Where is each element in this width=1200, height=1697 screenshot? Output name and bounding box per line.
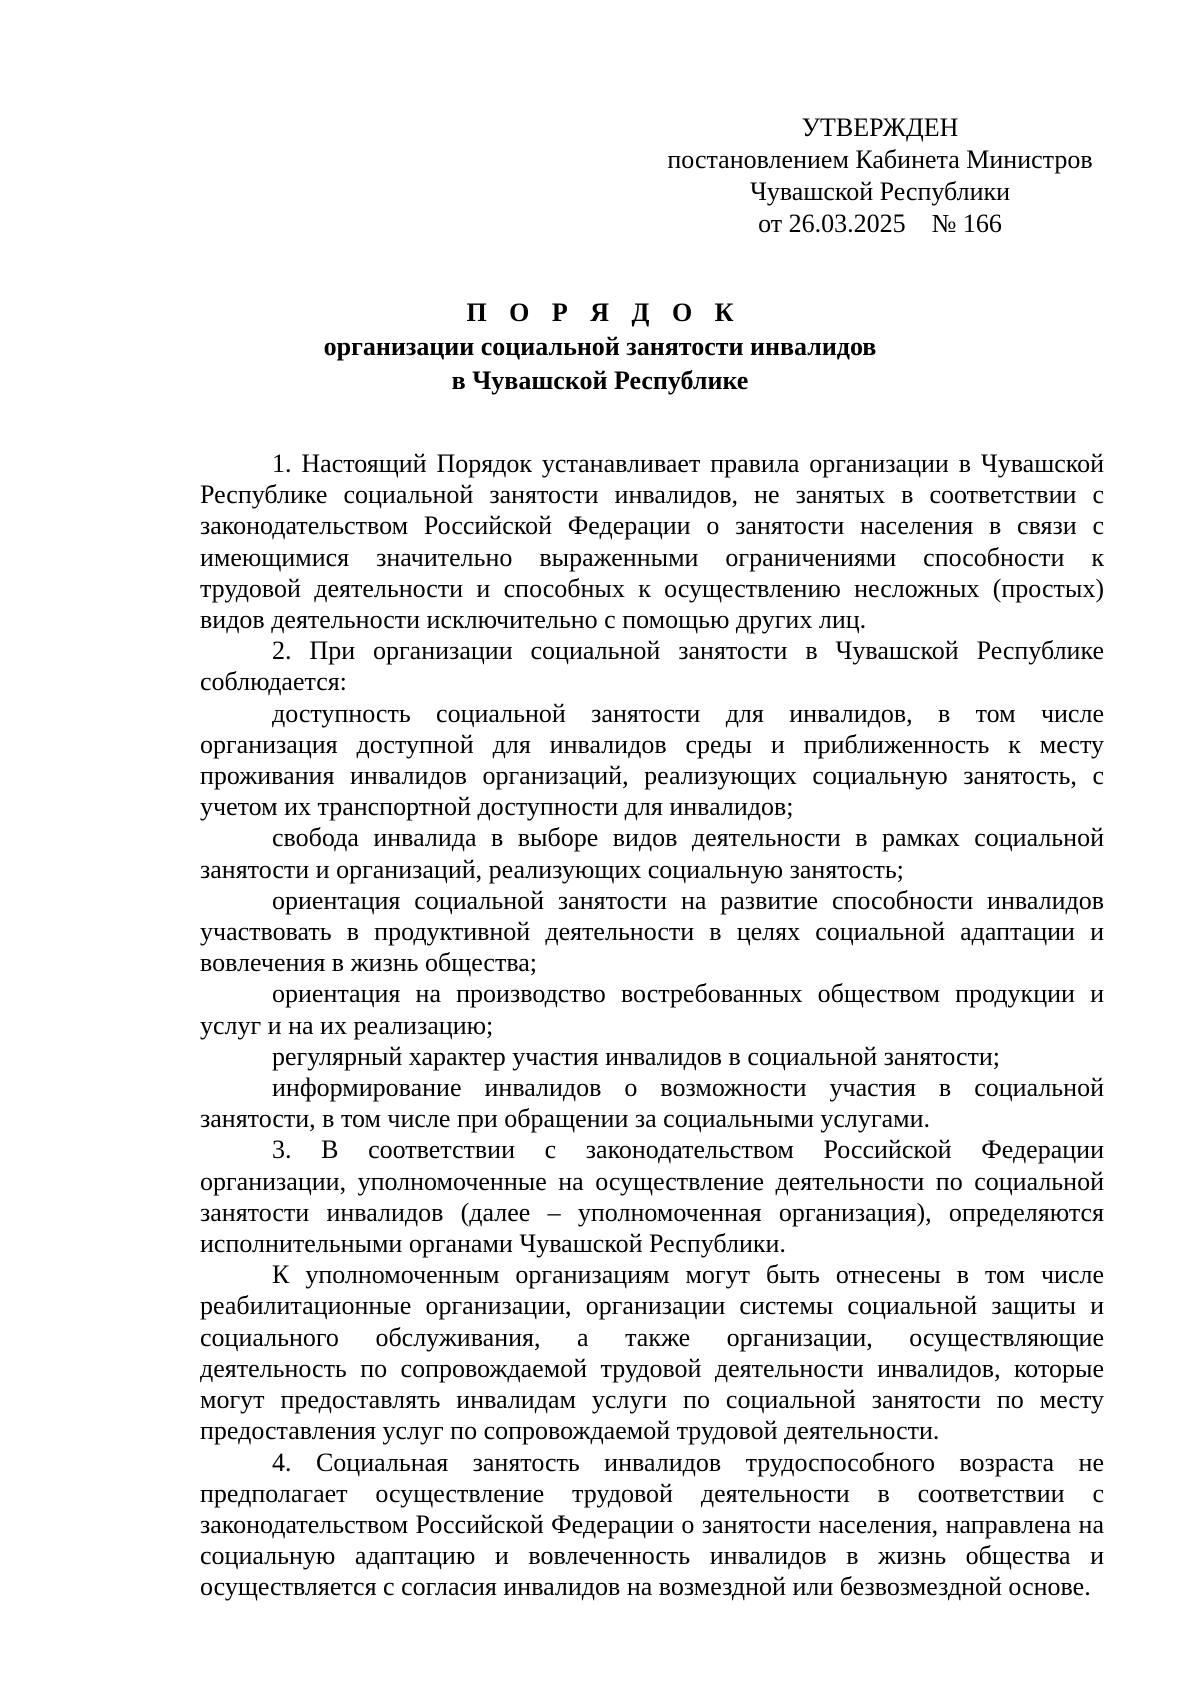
document-subtitle-region: в Чувашской Республике xyxy=(451,366,749,395)
paragraph-3-continuation: К уполномоченным организациям могут быть отнесены в том числе реабилитационные организации, организации системы социальной защиты и социального обслуживания, а также организации, осуществляющие деятельность по сопровождаемой трудовой деятельности инвалидов, которые могут предоставлять инвалидам услуги по социальной занятости по месту предоставления услуг по сопровождаемой трудовой деятельности. xyxy=(200,1260,1104,1446)
document-title-block xyxy=(160,296,1040,398)
paragraph-4: 4. Социальная занятость инвалидов трудоспособного возраста не предполагает осуществление трудовой деятельности в соответствии с законодательством Российской Федерации о занятости населения, направлена на социальную адаптацию и вовлеченность инвалидов в жизнь общества и осуществляется с согласия инвалидов на возмездной или безвозмездной основе. xyxy=(200,1447,1104,1602)
approval-heading: УТВЕРЖДЕН xyxy=(801,113,959,142)
document-subtitle: организации социальной занятости инвалидов xyxy=(323,332,877,361)
approval-region: Чувашской Республики xyxy=(749,177,1011,206)
paragraph-2-item-freedom: свобода инвалида в выборе видов деятельности в рамках социальной занятости и организаций, реализующих социальную занятость; xyxy=(200,823,1104,884)
paragraph-2-item-regularity: регулярный характер участия инвалидов в социальной занятости; xyxy=(272,1041,1000,1071)
document-title: П О Р Я Д О К xyxy=(466,298,742,327)
paragraph-2: 2. При организации социальной занятости в Чувашской Республике соблюдается: xyxy=(200,636,1104,697)
paragraph-2-item-orientation-production: ориентация на производство востребованных обществом продукции и услуг и на их реализацию; xyxy=(200,979,1104,1040)
paragraph-2-item-accessibility: доступность социальной занятости для инвалидов, в том числе организация доступной для инвалидов среды и приближенность к месту проживания инвалидов организаций, реализующих социальную занятость, с учетом их транспортной доступности для инвалидов; xyxy=(200,698,1104,822)
approval-issuer: постановлением Кабинета Министров xyxy=(667,145,1093,174)
approval-stamp-block xyxy=(640,112,1120,240)
approval-date-number: от 26.03.2025 № 166 xyxy=(758,209,1002,238)
paragraph-3: 3. В соответствии с законодательством Российской Федерации организации, уполномоченные на осуществление деятельности по социальной занятости инвалидов (далее – уполномоченная организация), определяются исполнительными органами Чувашской Республики. xyxy=(200,1135,1104,1259)
paragraph-1: 1. Настоящий Порядок устанавливает правила организации в Чувашской Республике социальной занятости инвалидов, не занятых в соответствии с законодательством Российской Федерации о занятости населения в связи с имеющимися значительно выраженными ограничениями способности к трудовой деятельности и способных к осуществлению несложных (простых) видов деятельности исключительно с помощью других лиц. xyxy=(200,449,1104,635)
document-body xyxy=(200,448,1104,1603)
paragraph-2-item-informing: информирование инвалидов о возможности участия в социальной занятости, в том числе при обращении за социальными услугами. xyxy=(200,1073,1104,1134)
paragraph-2-item-orientation-development: ориентация социальной занятости на развитие способности инвалидов участвовать в продуктивной деятельности в целях социальной адаптации и вовлечения в жизнь общества; xyxy=(200,885,1104,978)
